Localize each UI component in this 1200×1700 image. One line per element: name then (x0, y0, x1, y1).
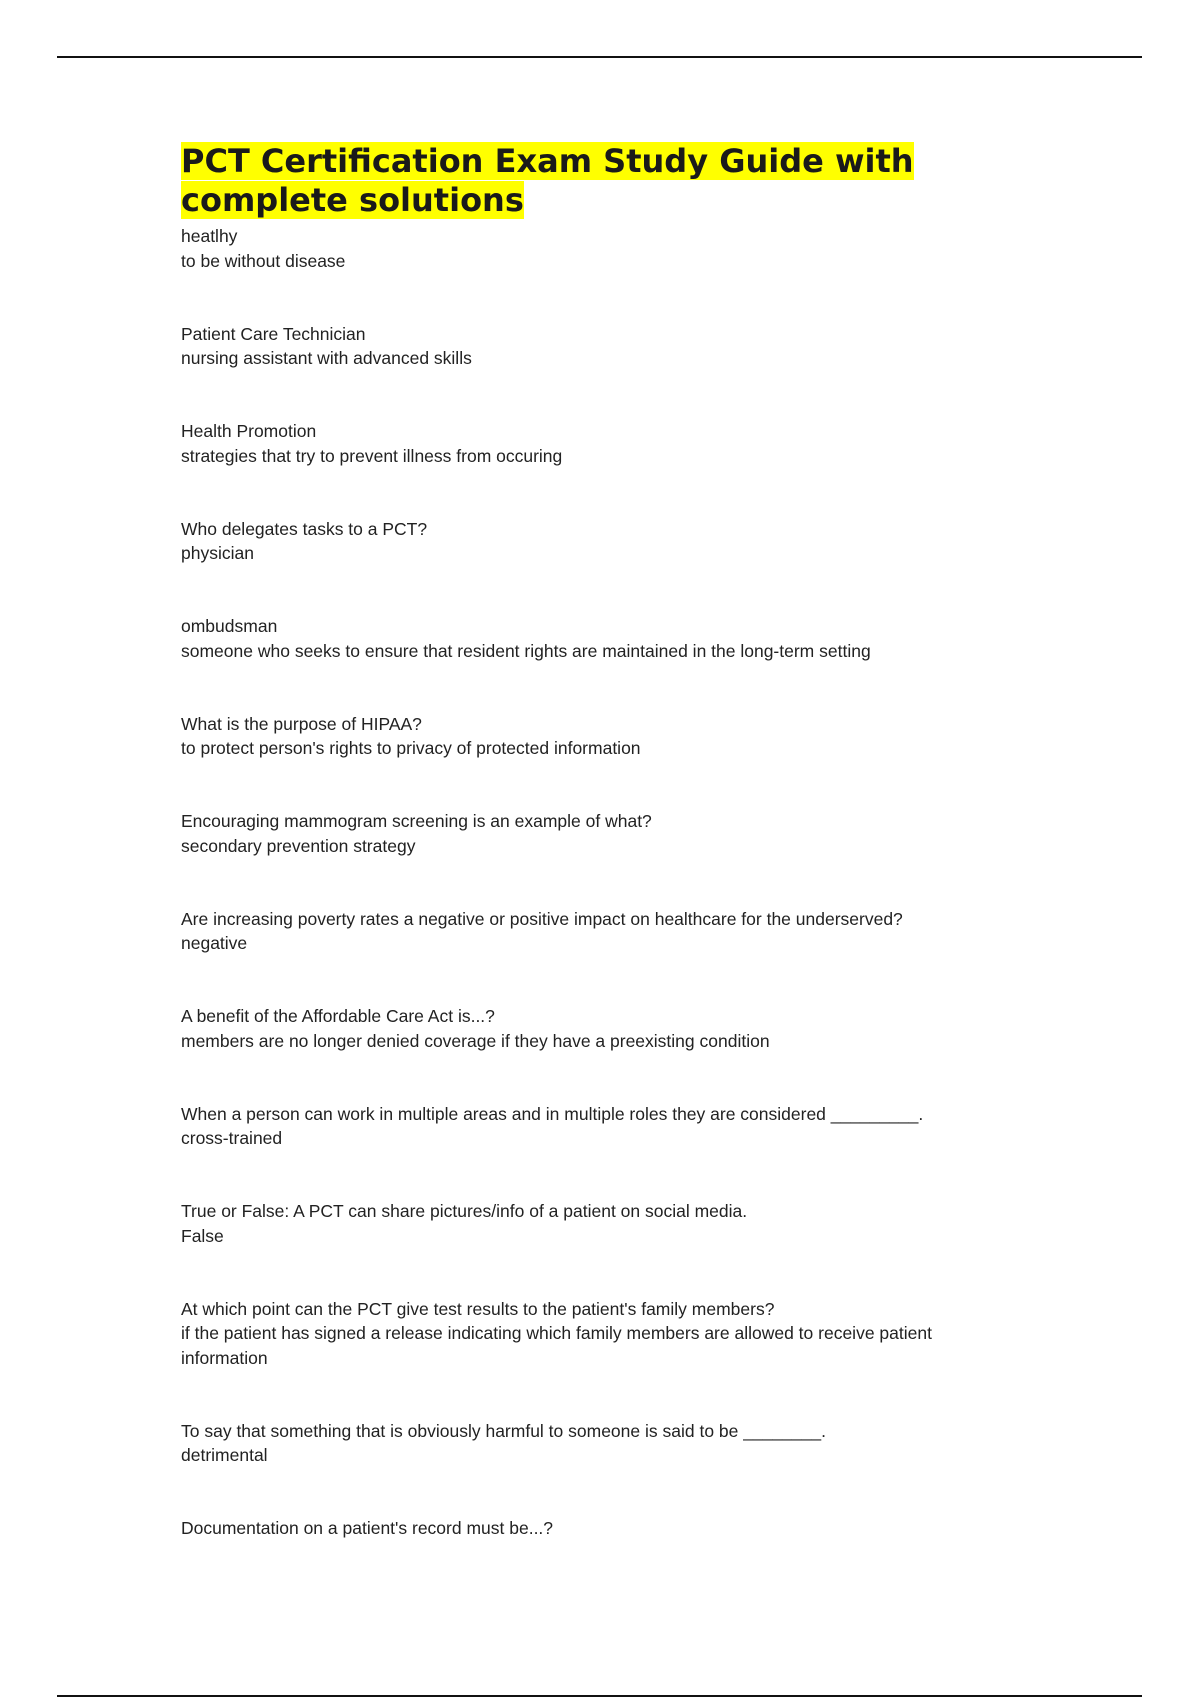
qa-entry (181, 1419, 1011, 1468)
question: Are increasing poverty rates a negative or positive impact on healthcare for the underserved? (181, 908, 903, 929)
qa-entry (181, 517, 1011, 566)
qa-entry (181, 712, 1011, 761)
answer: members are no longer denied coverage if they have a preexisting condition (181, 1030, 770, 1051)
qa-entry (181, 1516, 1011, 1541)
top-rule (57, 56, 1142, 58)
qa-entry (181, 907, 1011, 956)
answer: to protect person's rights to privacy of protected information (181, 738, 641, 758)
bottom-rule (57, 1695, 1142, 1697)
answer: negative (181, 933, 248, 953)
document-title (181, 142, 1011, 220)
answer: cross-trained (181, 1128, 283, 1148)
question: When a person can work in multiple areas and in multiple roles they are considered _________. (181, 1103, 924, 1124)
definition: to be without disease (181, 250, 346, 271)
qa-entry (181, 1199, 1011, 1248)
question: Documentation on a patient's record must be...? (181, 1518, 554, 1538)
definition: nursing assistant with advanced skills (181, 348, 472, 368)
qa-entry (181, 322, 1011, 371)
qa-entry (181, 614, 1011, 663)
qa-entry (181, 419, 1011, 468)
qa-entry (181, 1297, 1011, 1371)
question: To say that something that is obviously harmful to someone is said to be ________. (181, 1420, 826, 1441)
answer: secondary prevention strategy (181, 835, 416, 856)
question: At which point can the PCT give test results to the patient's family members? (181, 1298, 775, 1319)
title-line-2: complete solutions (181, 181, 524, 219)
answer: if the patient has signed a release indicating which family members are allowed to receive patient information (181, 1323, 932, 1368)
qa-entry (181, 809, 1011, 858)
document-body (181, 142, 1011, 1541)
qa-entry (181, 224, 1011, 273)
answer: detrimental (181, 1445, 268, 1465)
answer: False (181, 1225, 224, 1246)
term: Patient Care Technician (181, 323, 366, 344)
term: heatlhy (181, 226, 238, 246)
definition: someone who seeks to ensure that resident rights are maintained in the long-term setting (181, 640, 871, 661)
answer: physician (181, 543, 254, 563)
question: A benefit of the Affordable Care Act is...? (181, 1006, 495, 1026)
definition: strategies that try to prevent illness from occuring (181, 445, 563, 466)
term: Health Promotion (181, 421, 317, 441)
question: What is the purpose of HIPAA? (181, 713, 422, 734)
term: ombudsman (181, 616, 278, 636)
question: Encouraging mammogram screening is an example of what? (181, 811, 652, 831)
qa-entry (181, 1102, 1011, 1151)
title-line-1: PCT Certification Exam Study Guide with (181, 142, 914, 180)
question: Who delegates tasks to a PCT? (181, 518, 428, 539)
question: True or False: A PCT can share pictures/info of a patient on social media. (181, 1201, 748, 1221)
qa-entry (181, 1004, 1011, 1053)
